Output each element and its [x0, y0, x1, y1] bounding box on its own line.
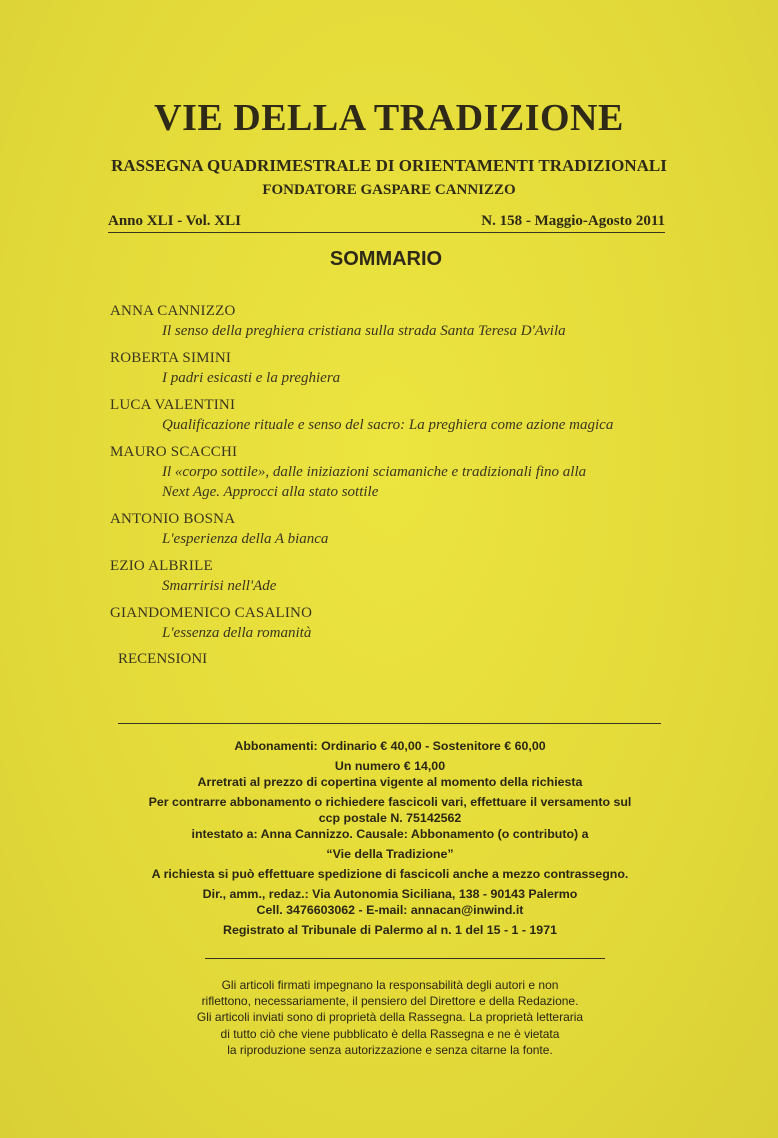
- address-line: Dir., amm., redaz.: Via Autonomia Siciliana, 138 - 90143 Palermo: [202, 887, 578, 901]
- toc-article-title: L'esperienza della A bianca: [162, 531, 329, 547]
- single-issue-price: Un numero € 14,00: [334, 759, 446, 773]
- registration-line: Registrato al Tribunale di Palermo al n. 1 del 15 - 1 - 1971: [223, 923, 557, 937]
- toc-author: ANNA CANNIZZO: [110, 303, 236, 319]
- toc-entry: [110, 302, 670, 341]
- disclaimer-line: Gli articoli inviati sono di proprietà della Rassegna. La proprietà letteraria: [196, 1010, 584, 1025]
- toc-article-title: Il «corpo sottile», dalle iniziazioni sciamaniche e tradizionali fino alla: [162, 464, 587, 480]
- toc-entry: [110, 604, 670, 643]
- issue-line: [108, 213, 665, 233]
- toc-article-title: Il senso della preghiera cristiana sulla strada Santa Teresa D'Avila: [162, 323, 566, 339]
- divider: [118, 723, 661, 724]
- toc-article-title-continued: Next Age. Approcci alla stato sottile: [162, 484, 379, 500]
- toc-article-title: Smarririsi nell'Ade: [162, 578, 277, 594]
- subscription-prices: Abbonamenti: Ordinario € 40,00 - Sostenitore € 60,00: [234, 739, 546, 753]
- toc-article-title: I padri esicasti e la preghiera: [162, 370, 341, 386]
- toc-entry: [110, 443, 670, 502]
- postal-account: ccp postale N. 75142562: [318, 811, 462, 825]
- toc-entry: [110, 557, 670, 596]
- disclaimer-line: Gli articoli firmati impegnano la responsabilità degli autori e non: [221, 978, 559, 992]
- toc-entry: [110, 349, 670, 388]
- disclaimer-line: di tutto ciò che viene pubblicato è della Rassegna e ne è vietata: [220, 1026, 560, 1041]
- contact-line: Cell. 3476603062 - E-mail: annacan@inwind.it: [256, 903, 524, 917]
- toc-entry: [110, 396, 670, 435]
- disclaimer: [150, 977, 630, 1058]
- toc-reviews: RECENSIONI: [118, 651, 208, 667]
- toc-author: EZIO ALBRILE: [110, 558, 213, 574]
- cash-on-delivery-note: A richiesta si può effettuare spedizione di fascicoli anche a mezzo contrassegno.: [151, 867, 629, 881]
- toc-article-title: Qualificazione rituale e senso del sacro: La preghiera come azione magica: [162, 417, 614, 433]
- toc-author: ROBERTA SIMINI: [110, 350, 232, 366]
- volume-info: Anno XLI - Vol. XLI: [108, 213, 241, 229]
- payee-line: intestato a: Anna Cannizzo. Causale: Abbonamento (o contributo) a: [191, 827, 589, 841]
- sommario-heading: SOMMARIO: [329, 248, 443, 270]
- subscription-info: [100, 738, 680, 938]
- toc-author: GIANDOMENICO CASALINO: [110, 605, 313, 621]
- journal-name-quote: “Vie della Tradizione”: [326, 847, 454, 861]
- toc-author: MAURO SCACCHI: [110, 444, 238, 460]
- table-of-contents: [110, 302, 670, 668]
- journal-subtitle: RASSEGNA QUADRIMESTRALE DI ORIENTAMENTI TRADIZIONALI: [111, 156, 667, 175]
- divider: [205, 958, 605, 959]
- back-issues-note: Arretrati al prezzo di copertina vigente al momento della richiesta: [197, 775, 583, 789]
- issue-info: N. 158 - Maggio-Agosto 2011: [481, 213, 665, 229]
- toc-author: ANTONIO BOSNA: [110, 511, 236, 527]
- toc-entry: [110, 510, 670, 549]
- toc-article-title: L'essenza della romanità: [162, 625, 312, 641]
- payment-instructions: Per contrarre abbonamento o richiedere fascicoli vari, effettuare il versamento sul: [148, 795, 632, 809]
- toc-author: LUCA VALENTINI: [110, 397, 236, 413]
- disclaimer-line: la riproduzione senza autorizzazione e senza citarne la fonte.: [227, 1042, 553, 1057]
- disclaimer-line: riflettono, necessariamente, il pensiero del Direttore e della Redazione.: [201, 994, 579, 1009]
- founder-line: FONDATORE GASPARE CANNIZZO: [262, 182, 516, 198]
- journal-title: VIE DELLA TRADIZIONE: [154, 97, 624, 139]
